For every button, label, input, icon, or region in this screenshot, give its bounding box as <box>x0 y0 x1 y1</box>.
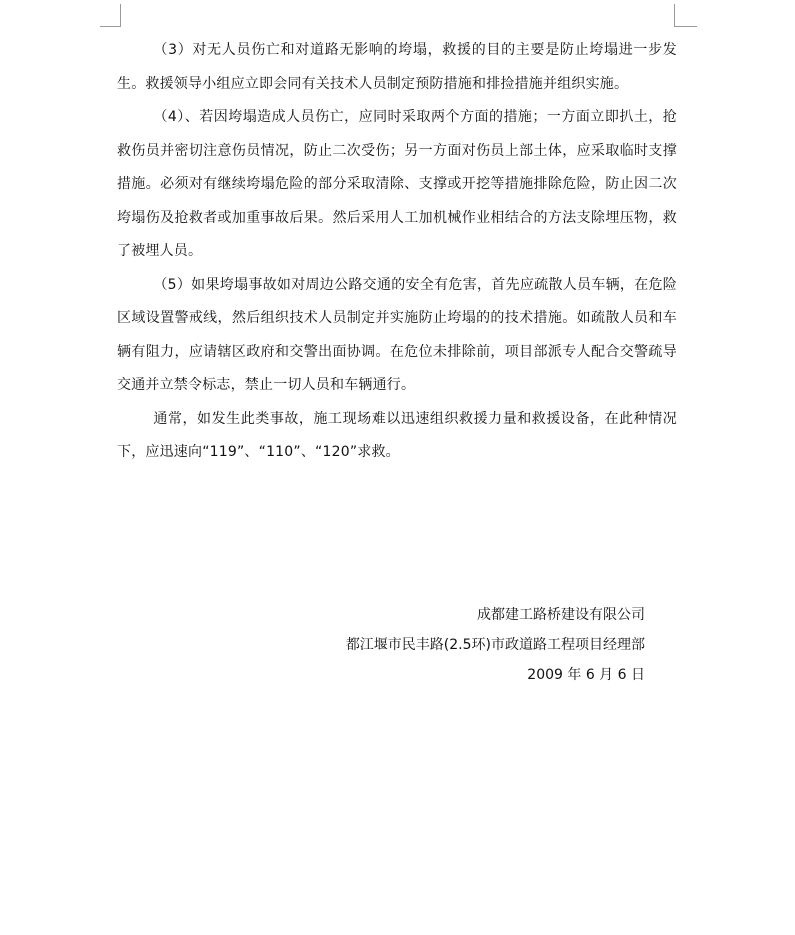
document-body <box>117 34 677 470</box>
crop-mark-top-left <box>100 4 121 27</box>
paragraph-5: （5）如果垮塌事故如对周边公路交通的安全有危害，首先应疏散人员车辆，在危险区域设置警戒线，然后组织技术人员制定并实施防止垮塌的的技术措施。如疏散人员和车辆有阻力，应请辖区政府和交警出面协调。在危位未排除前，项目部派专人配合交警疏导交通并立禁令标志，禁止一切人员和车辆通行。 <box>117 276 677 393</box>
signature-block <box>346 600 645 690</box>
signature-date: 2009 年 6 月 6 日 <box>527 667 645 683</box>
crop-mark-top-right <box>674 4 697 27</box>
paragraph-3: （3）对无人员伤亡和对道路无影响的垮塌，救援的目的主要是防止垮塌进一步发生。救援领导小组应立即会同有关技术人员制定预防措施和排捡措施并组织实施。 <box>117 42 677 92</box>
signature-department: 都江堰市民丰路(2.5环)市政道路工程项目经理部 <box>345 637 645 653</box>
paragraph-conclusion: 通常，如发生此类事故，施工现场难以迅速组织救援力量和救援设备，在此种情况下，应迅速向“119”、“110”、“120”求救。 <box>117 410 677 460</box>
paragraph-4: （4）、若因垮塌造成人员伤亡，应同时采取两个方面的措施；一方面立即扒土，抢救伤员并密切注意伤员情况，防止二次受伤；另一方面对伤员上部土体，应采取临时支撑措施。必须对有继续垮塌危险的部分采取清除、支撑或开挖等措施排除危险，防止因二次垮塌伤及抢救者或加重事故后果。然后采用人工加机械作业相结合的方法支除埋压物，救了被埋人员。 <box>117 109 677 259</box>
signature-company: 成都建工路桥建设有限公司 <box>477 607 645 623</box>
